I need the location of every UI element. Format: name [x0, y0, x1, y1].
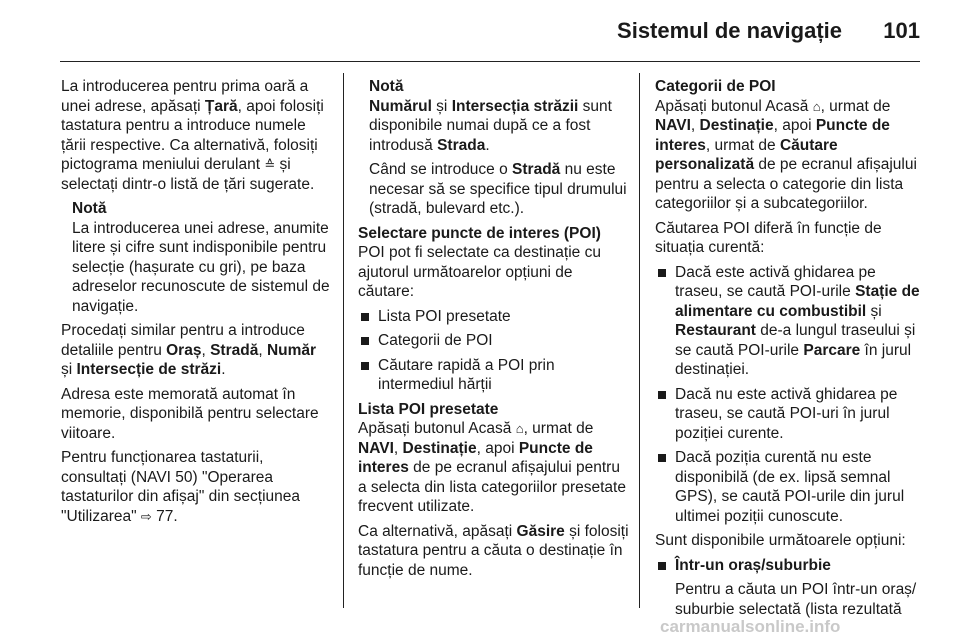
- home-icon: ⌂: [812, 98, 821, 114]
- paragraph: La introducerea pentru prima oară a unei adrese, apăsați Țară, apoi folosiți tastatura pentru a introduce numele țării respective. Ca alternativă, folosiți pictograma meniului derulant ≙ și selectați dintr-o listă de țări sugerate.: [61, 78, 324, 193]
- watermark: carmanualsonline.info: [660, 617, 841, 636]
- paragraph: Ca alternativă, apăsați Găsire și folosiți tastatura pentru a căuta o destinație în funcție de nume.: [358, 522, 629, 579]
- paragraph: Apăsați butonul Acasă ⌂, urmat de NAVI, Destinație, apoi Puncte de interes, urmat de Căutare personalizată de pe ecranul afișajului pentru a selecta o categorie din lista categoriilor și a subcategoriilor.: [655, 97, 917, 212]
- column-divider-2: [639, 73, 640, 608]
- column-2: [358, 77, 630, 585]
- section-heading: Categorii de POI: [655, 78, 776, 95]
- column-divider-1: [343, 73, 344, 608]
- list-item: Într-un oraș/suburbie: [655, 556, 927, 576]
- column-3: [655, 77, 927, 624]
- paragraph: Adresa este memorată automat în memorie, disponibilă pentru selectare viitoare.: [61, 385, 319, 442]
- page-reference-icon: ⇨: [140, 508, 152, 524]
- home-icon: ⌂: [515, 421, 524, 436]
- situation-list: [655, 263, 927, 527]
- column-1: [61, 77, 331, 531]
- paragraph: Pentru funcționarea tastaturii, consultați (NAVI 50) "Operarea tastaturilor din afișaj" din secțiunea "Utilizarea" ⇨ 77.: [61, 449, 300, 525]
- note: Notă Numărul și Intersecția străzii sunt disponibile numai după ce a fost introdusă Strada. Când se introduce o Stradă nu este necesar să se specifice tipul drumului (stradă, bulevard etc.).: [369, 78, 627, 217]
- paragraph: POI pot fi selectate ca destinație cu ajutorul următoarelor opțiuni de căutare:: [358, 244, 601, 300]
- search-options-list: [358, 307, 630, 395]
- section-heading: Lista POI presetate: [358, 400, 499, 418]
- list-item: Dacă poziția curentă nu este disponibilă (de ex. lipsă semnal GPS), se caută POI-urile din jurul ultimei poziții cunoscute.: [655, 448, 927, 526]
- paragraph: Procedați similar pentru a introduce detaliile pentru Oraș, Stradă, Număr și Intersecție de străzi.: [61, 322, 317, 378]
- dropdown-list-icon: ≙: [264, 157, 276, 172]
- paragraph: Apăsați butonul Acasă ⌂, urmat de NAVI, Destinație, apoi Puncte de interes de pe ecranul afișajului pentru a selecta din lista categoriilor presetate frecvent utilizate.: [358, 420, 626, 515]
- page-header: [0, 0, 960, 62]
- page-number: 101: [883, 18, 920, 43]
- paragraph: Căutarea POI diferă în funcție de situația curentă:: [655, 219, 882, 256]
- paragraph: Pentru a căuta un POI într-un oraș/ suburbie selectată (lista rezultată: [675, 581, 917, 618]
- list-item: Căutare rapidă a POI prin intermediul hărții: [358, 356, 630, 395]
- page-title: Sistemul de navigație: [617, 18, 842, 43]
- paragraph: Sunt disponibile următoarele opțiuni:: [655, 532, 906, 549]
- list-item: Categorii de POI: [358, 331, 630, 351]
- section-heading: Selectare puncte de interes (POI): [358, 224, 601, 242]
- list-item: Dacă nu este activă ghidarea pe traseu, se caută POI-uri în jurul poziției curente.: [655, 385, 927, 444]
- list-item: Lista POI presetate: [358, 307, 630, 327]
- header-rule: [60, 61, 920, 62]
- options-list: [655, 556, 927, 576]
- note: Notă La introducerea unei adrese, anumite litere și cifre sunt indisponibile pentru selecție (hașurate cu gri), pe baza adreselor recunoscute de sistemul de navigație.: [72, 200, 330, 315]
- list-item: Dacă este activă ghidarea pe traseu, se caută POI-urile Stație de alimentare cu combustibil și Restaurant de-a lungul traseului și se caută POI-urile Parcare în jurul destinației.: [655, 263, 927, 380]
